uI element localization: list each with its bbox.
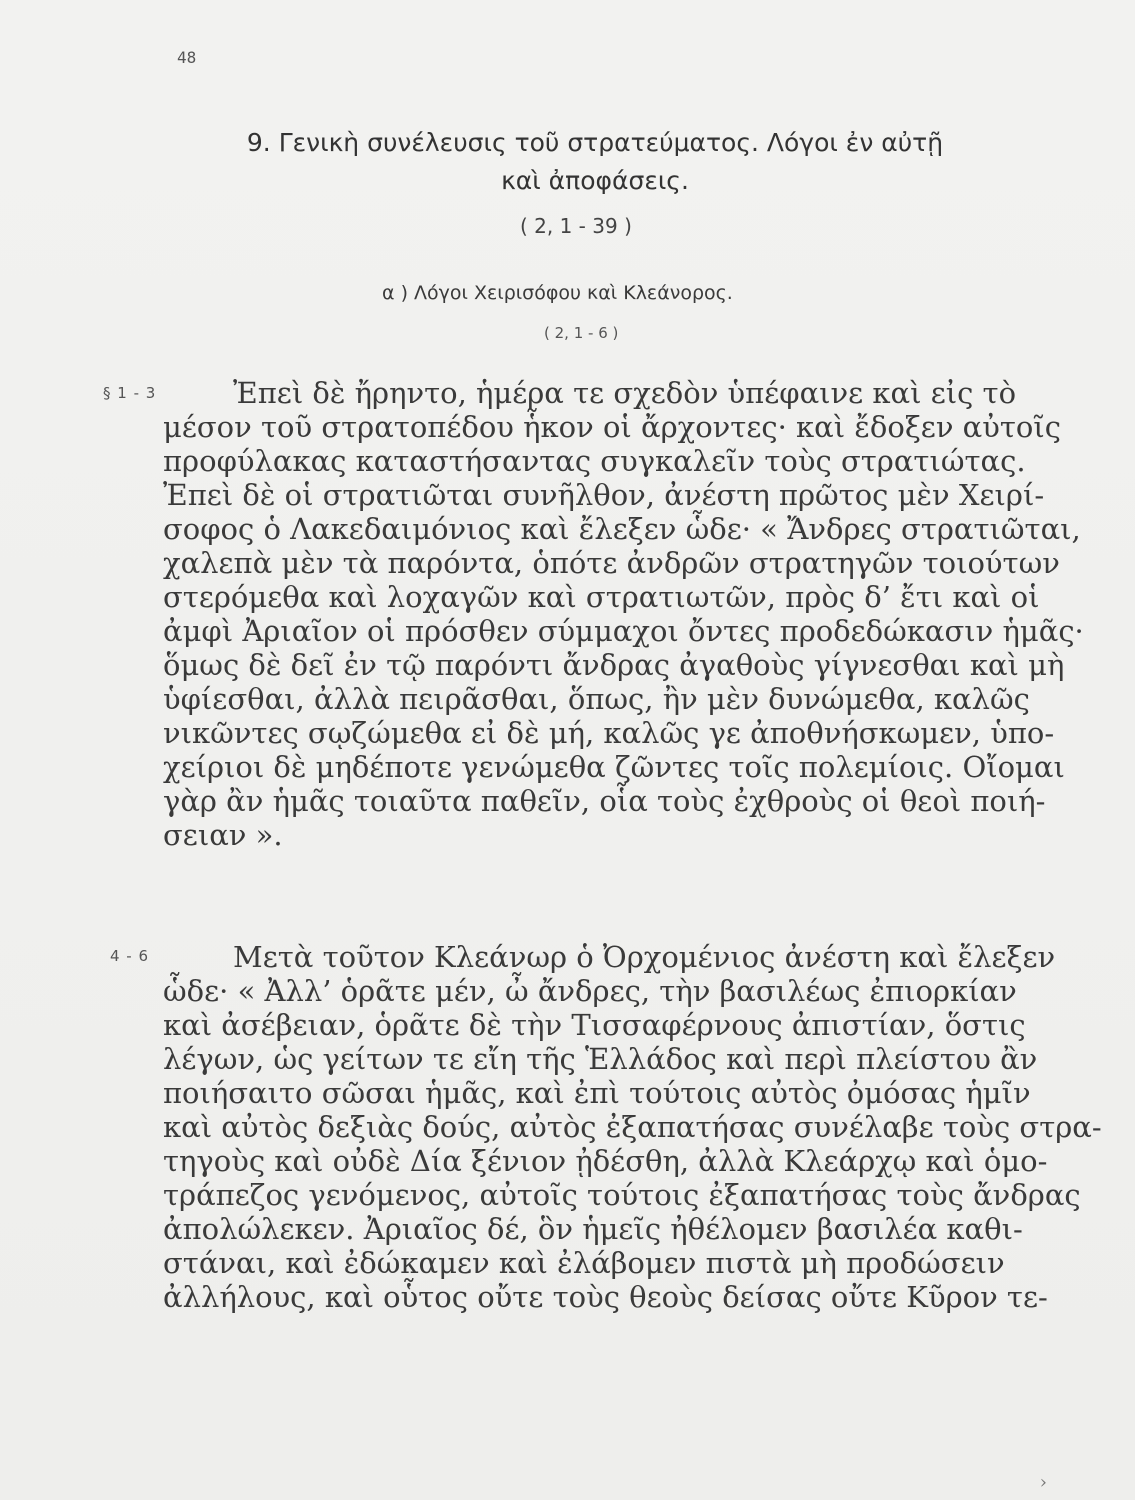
paragraph-2 bbox=[163, 940, 1102, 1314]
paragraph-line: ὑφίεσθαι, ἀλλὰ πειρᾶσθαι, ὅπως, ἢν μὲν δυνώμεθα, καλῶς bbox=[163, 682, 1030, 716]
chapter-reference: ( 2, 1 - 39 ) bbox=[520, 214, 632, 238]
paragraph-line: ἀλλήλους, καὶ οὗτος οὔτε τοὺς θεοὺς δείσας οὔτε Κῦρον τε- bbox=[163, 1280, 1048, 1314]
footer-mark: › bbox=[1039, 1472, 1047, 1493]
paragraph-line: στάναι, καὶ ἐδώκαμεν καὶ ἐλάβομεν πιστὰ μὴ προδώσειν bbox=[163, 1246, 1005, 1280]
paragraph-line: χαλεπὰ μὲν τὰ παρόντα, ὁπότε ἀνδρῶν στρατηγῶν τοιούτων bbox=[163, 546, 1060, 580]
chapter-title-line-1: 9. Γενικὴ συνέλευσις τοῦ στρατεύματος. Λόγοι ἐν αὐτῇ bbox=[246, 128, 944, 157]
paragraph-line: καὶ αὐτὸς δεξιὰς δούς, αὐτὸς ἐξαπατήσας συνέλαβε τοὺς στρα- bbox=[163, 1110, 1102, 1144]
paragraph-1 bbox=[163, 376, 1084, 852]
paragraph-line: προφύλακας καταστήσαντας συγκαλεῖν τοὺς στρατιώτας. bbox=[163, 444, 1026, 478]
margin-reference-2: 4 - 6 bbox=[110, 947, 150, 965]
paragraph-line: μέσον τοῦ στρατοπέδου ἧκον οἱ ἄρχοντες· καὶ ἔδοξεν αὐτοῖς bbox=[163, 410, 1061, 444]
section-reference: ( 2, 1 - 6 ) bbox=[544, 324, 619, 342]
paragraph-line: λέγων, ὡς γείτων τε εἴη τῆς Ἑλλάδος καὶ περὶ πλείστου ἂν bbox=[163, 1042, 1038, 1076]
paragraph-line: ἀμφὶ Ἀριαῖον οἱ πρόσθεν σύμμαχοι ὄντες προδεδώκασιν ἡμᾶς· bbox=[163, 614, 1084, 648]
paragraph-line: σειαν ». bbox=[163, 818, 283, 852]
paragraph-line: νικῶντες σῳζώμεθα εἰ δὲ μή, καλῶς γε ἀποθνήσκωμεν, ὑπο- bbox=[163, 716, 1055, 750]
paragraph-line: στερόμεθα καὶ λοχαγῶν καὶ στρατιωτῶν, πρὸς δ’ ἔτι καὶ οἱ bbox=[163, 580, 1040, 614]
paragraph-line: Μετὰ τοῦτον Κλεάνωρ ὁ Ὀρχομένιος ἀνέστη καὶ ἔλεξεν bbox=[233, 940, 1056, 974]
paragraph-line: σοφος ὁ Λακεδαιμόνιος καὶ ἔλεξεν ὧδε· « Ἄνδρες στρατιῶται, bbox=[163, 512, 1081, 546]
paragraph-line: χείριοι δὲ μηδέποτε γενώμεθα ζῶντες τοῖς πολεμίοις. Οἴομαι bbox=[163, 750, 1065, 784]
paragraph-line: καὶ ἀσέβειαν, ὁρᾶτε δὲ τὴν Τισσαφέρνους ἀπιστίαν, ὅστις bbox=[163, 1008, 1026, 1042]
paragraph-line: Ἐπεὶ δὲ οἱ στρατιῶται συνῆλθον, ἀνέστη πρῶτος μὲν Χειρί- bbox=[163, 478, 1045, 512]
margin-reference-1: § 1 - 3 bbox=[103, 384, 157, 402]
page-number: 48 bbox=[177, 48, 197, 67]
chapter-title-line-2: καὶ ἀποφάσεις. bbox=[501, 166, 689, 195]
paragraph-line: Ἐπεὶ δὲ ἤρηντο, ἡμέρα τε σχεδὸν ὑπέφαινε καὶ εἰς τὸ bbox=[233, 376, 1017, 410]
paragraph-line: γὰρ ἂν ἡμᾶς τοιαῦτα παθεῖν, οἷα τοὺς ἐχθροὺς οἱ θεοὶ ποιή- bbox=[163, 784, 1046, 818]
chapter-title bbox=[210, 124, 980, 200]
paragraph-line: τηγοὺς καὶ οὐδὲ Δία ξένιον ᾐδέσθη, ἀλλὰ Κλεάρχῳ καὶ ὁμο- bbox=[163, 1144, 1048, 1178]
paragraph-line: ὅμως δὲ δεῖ ἐν τῷ παρόντι ἄνδρας ἀγαθοὺς γίγνεσθαι καὶ μὴ bbox=[163, 648, 1065, 682]
paragraph-line: ποιήσαιτο σῶσαι ἡμᾶς, καὶ ἐπὶ τούτοις αὐτὸς ὀμόσας ἡμῖν bbox=[163, 1076, 1031, 1110]
paragraph-line: ἀπολώλεκεν. Ἀριαῖος δέ, ὃν ἡμεῖς ἠθέλομεν βασιλέα καθι- bbox=[163, 1212, 1023, 1246]
section-title: α ) Λόγοι Χειρισόφου καὶ Κλεάνορος. bbox=[382, 282, 733, 304]
paragraph-line: ὧδε· « Ἀλλ’ ὁρᾶτε μέν, ὦ ἄνδρες, τὴν βασιλέως ἐπιορκίαν bbox=[163, 974, 1017, 1008]
paragraph-line: τράπεζος γενόμενος, αὐτοῖς τούτοις ἐξαπατήσας τοὺς ἄνδρας bbox=[163, 1178, 1081, 1212]
